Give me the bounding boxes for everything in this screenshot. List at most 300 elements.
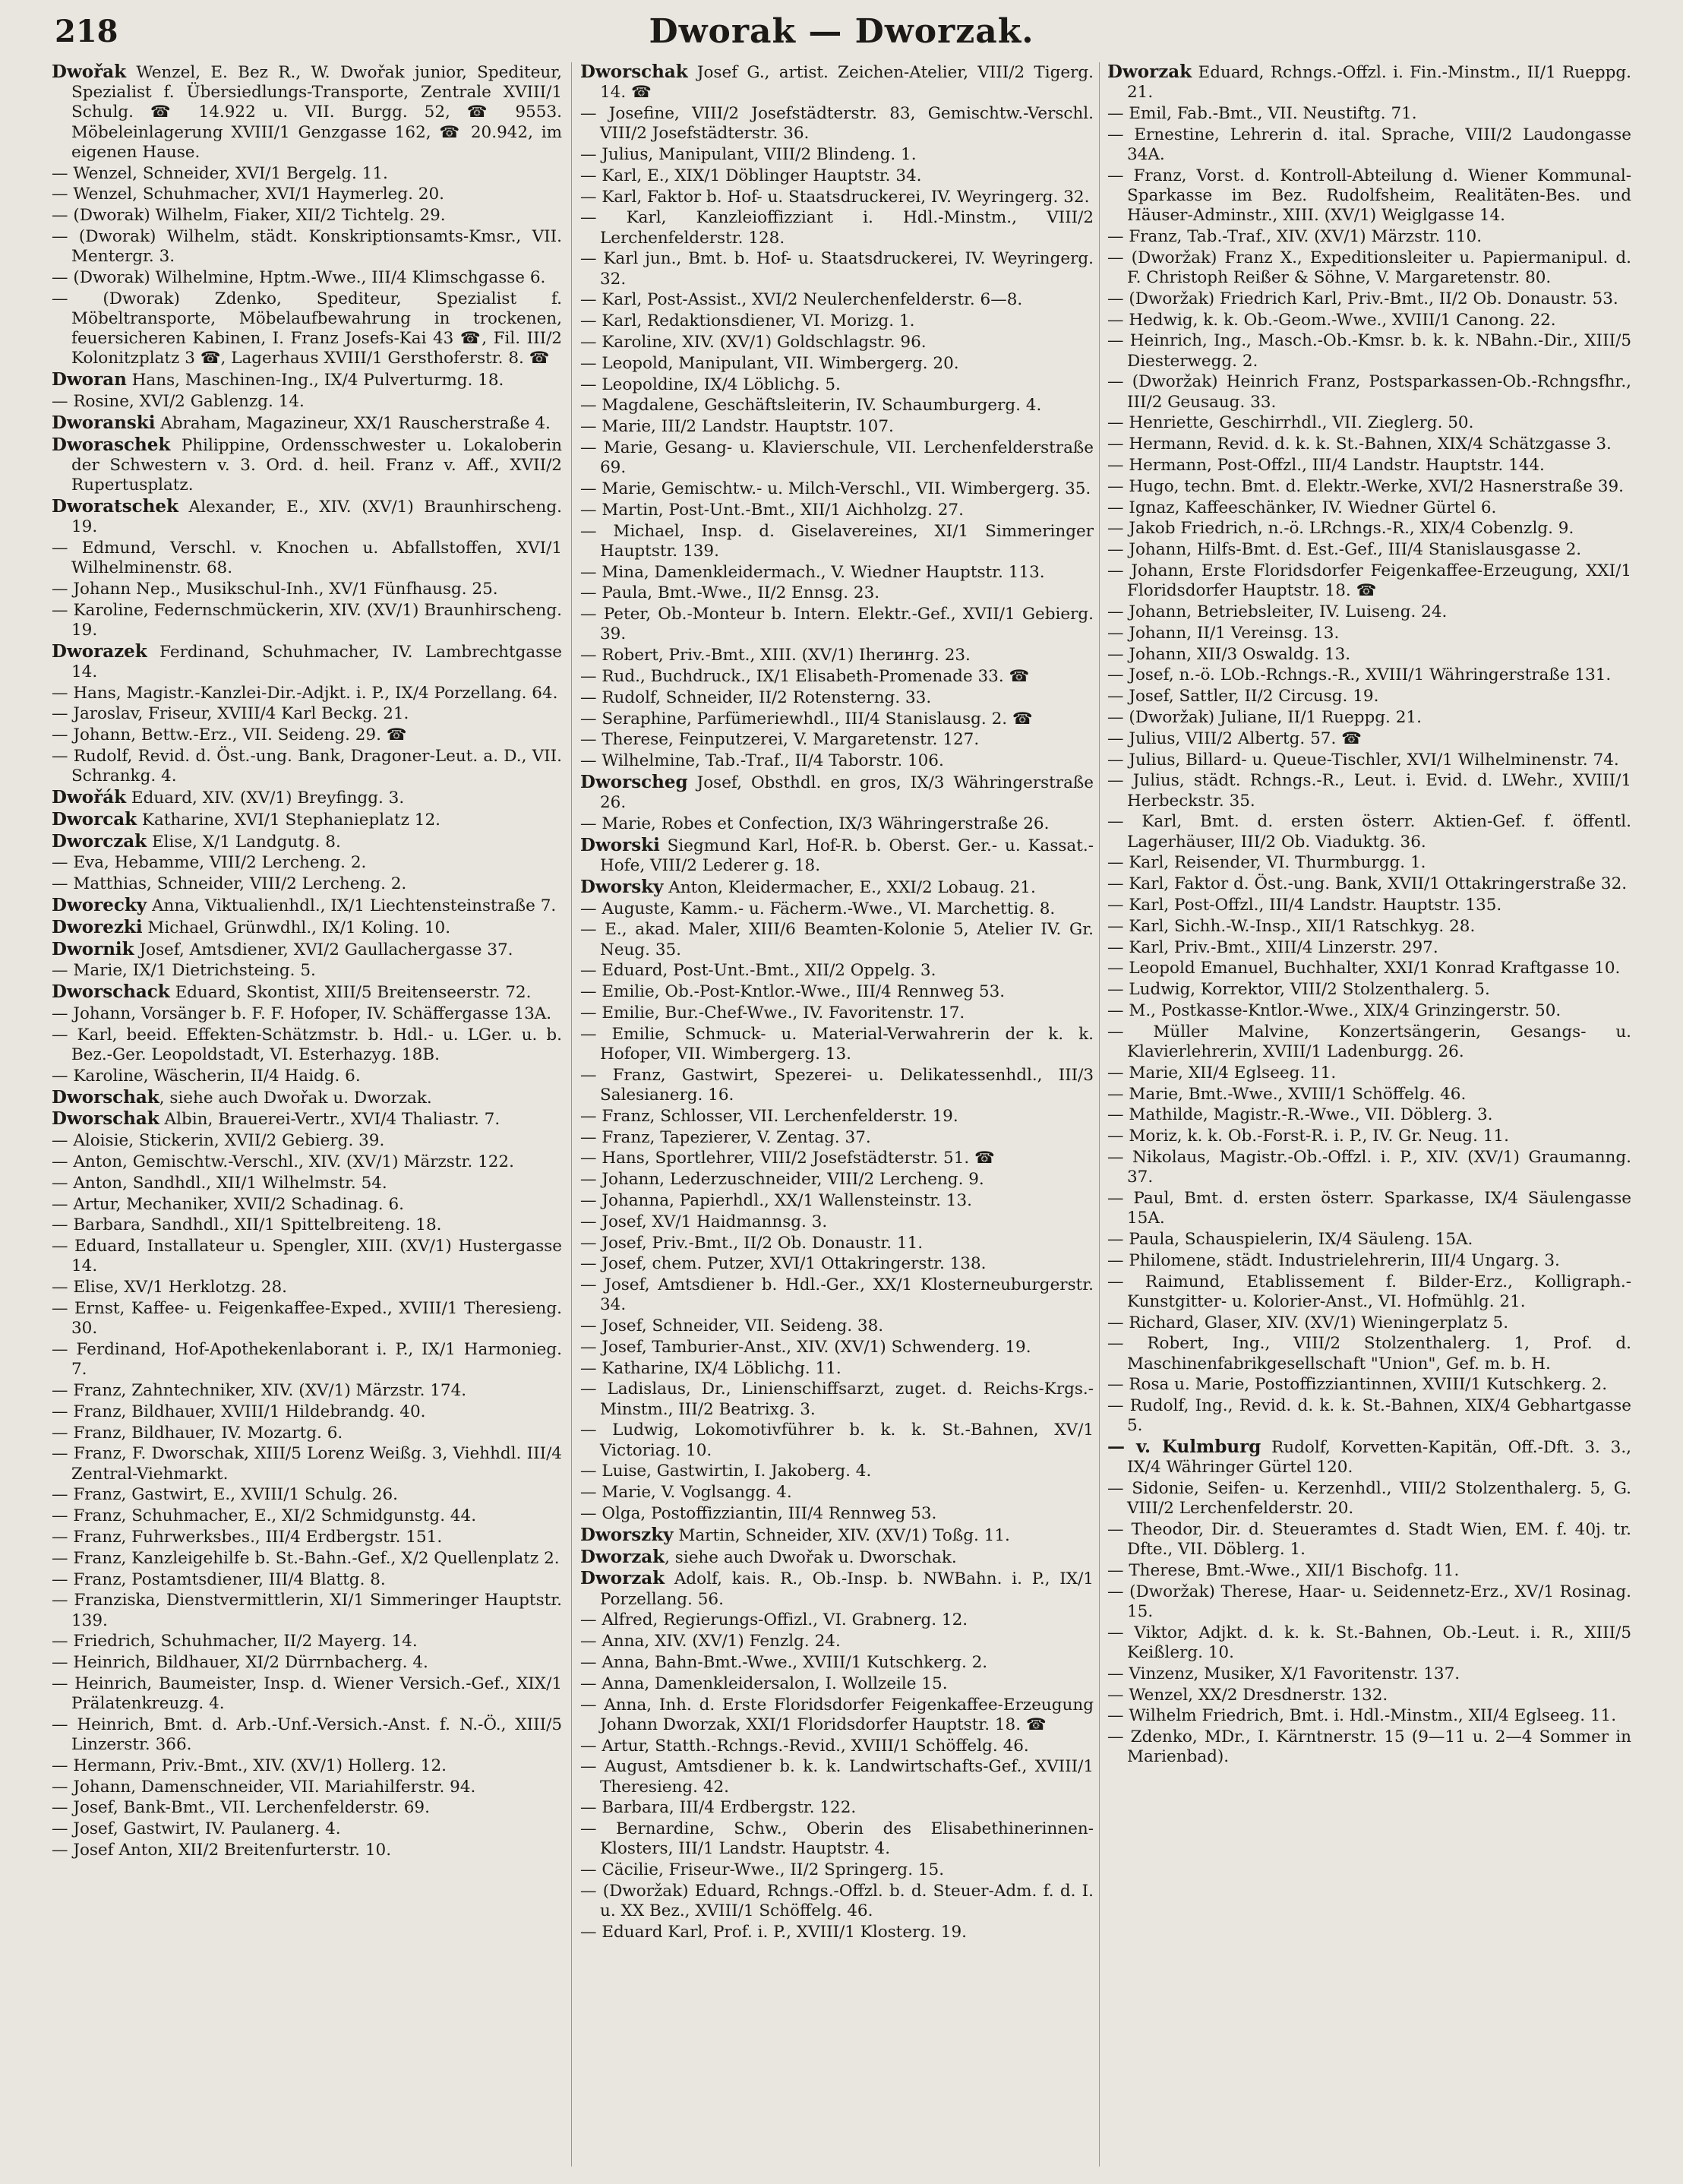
directory-entry <box>1107 1334 1631 1373</box>
directory-entry <box>1107 311 1631 330</box>
directory-entry <box>580 1610 1094 1630</box>
entry-text: — Heinrich, Bmt. d. Arb.-Unf.-Versich.-Anst. f. N.-Ö., XIII/5 Linzerstr. 366. <box>52 1715 562 1755</box>
entry-text: — Johann, Betriebsleiter, IV. Luiseng. 24. <box>1107 602 1448 621</box>
directory-entry <box>52 1715 562 1755</box>
entry-text: — Julius, Manipulant, VIII/2 Blindeng. 1. <box>580 145 917 164</box>
directory-entry <box>580 1757 1094 1797</box>
entry-text: — Marie, IX/1 Dietrichsteing. 5. <box>52 961 316 981</box>
entry-text: — Anton, Sandhdl., XII/1 Wilhelmstr. 54. <box>52 1173 387 1193</box>
entry-text: — Karl, Kanzleioffizziant i. Hdl.-Minstm., VIII/2 Lerchenfelderstr. 128. <box>580 208 1094 248</box>
directory-entry <box>52 725 562 745</box>
entry-text: — Mina, Damenkleidermach., V. Wiedner Hauptstr. 113. <box>580 562 1045 582</box>
directory-entry <box>580 1275 1094 1315</box>
directory-entry <box>52 62 562 163</box>
directory-entry <box>580 1380 1094 1419</box>
entry-text: — Marie, Bmt.-Wwe., XVIII/1 Schöffelg. 46. <box>1107 1084 1467 1104</box>
entry-text: — Ladislaus, Dr., Linienschiffsarzt, zuget. d. Reichs-Krgs.-Minstm., III/2 Beatrixg. 3. <box>580 1380 1094 1419</box>
entry-text: — Ludwig, Lokomotivführer b. k. k. St.-Bahnen, XV/1 Victoriag. 10. <box>580 1421 1094 1460</box>
directory-entry <box>1107 1520 1631 1560</box>
entry-surname: Dworschak <box>52 1108 159 1130</box>
entry-text: — Wilhelmine, Tab.-Traf., II/4 Taborstr. 106. <box>580 751 944 771</box>
directory-entry <box>1107 645 1631 665</box>
directory-entry <box>580 311 1094 331</box>
directory-entry <box>580 396 1094 416</box>
entry-text: — Nikolaus, Magistr.-Ob.-Offzl. i. P., XIV. (XV/1) Graumanng. 37. <box>1107 1147 1631 1187</box>
entry-surname: Dwořák <box>52 786 127 808</box>
entry-text: — Mathilde, Magistr.-R.-Wwe., VII. Döblerg. 3. <box>1107 1105 1493 1125</box>
directory-entry <box>52 1424 562 1443</box>
entry-text: — Franz, Gastwirt, Spezerei- u. Delikatessenhdl., III/3 Salesianerg. 16. <box>580 1065 1094 1105</box>
entry-text: Wenzel, E. Bez R., W. Dwořak junior, Spediteur, Spezialist f. Übersiedlungs-Transporte, Zentrale XVIII/1 Schulg. ☎ 14.922 u. VII. Burgg. 52, ☎ 9553. Möbeleinlagerung XVIII/1 Genzgasse 162, ☎ 20.942, im eigenen Hause. <box>71 63 562 162</box>
entry-text: , siehe auch Dwořak u. Dworzak. <box>159 1088 432 1108</box>
directory-entry <box>52 1174 562 1193</box>
directory-entry <box>1107 1479 1631 1519</box>
entry-text: — Marie, Gesang- u. Klavierschule, VII. Lerchenfelderstraße 69. <box>580 438 1094 478</box>
entry-text: — Franz, Kanzleigehilfe b. St.-Bahn.-Gef., X/2 Quellenplatz 2. <box>52 1548 560 1568</box>
entry-text: — Ernestine, Lehrerin d. ital. Sprache, VIII/2 Laudongasse 34A. <box>1107 125 1631 164</box>
entry-text: — Johanna, Papierhdl., XX/1 Wallensteinstr. 13. <box>580 1190 972 1210</box>
entry-text: — Wilhelm Friedrich, Bmt. i. Hdl.-Minstm., XII/4 Eglseeg. 11. <box>1107 1706 1617 1726</box>
directory-entry <box>52 227 562 267</box>
directory-entry <box>52 539 562 578</box>
directory-entry <box>52 370 562 390</box>
directory-entry <box>1107 1064 1631 1083</box>
directory-entry <box>52 1340 562 1380</box>
directory-entry <box>52 1152 562 1172</box>
directory-entry <box>52 704 562 724</box>
running-head: Dworak — Dworzak. <box>649 12 1034 51</box>
directory-entry <box>52 1756 562 1776</box>
directory-entry <box>580 290 1094 310</box>
entry-text: — Karl, Post-Offzl., III/4 Landstr. Hauptstr. 135. <box>1107 895 1502 915</box>
directory-entry <box>580 354 1094 374</box>
directory-entry <box>1107 665 1631 685</box>
directory-entry <box>52 874 562 894</box>
directory-entry <box>1107 1561 1631 1581</box>
entry-text: — (Dworžak) Friedrich Karl, Priv.-Bmt., II/2 Ob. Donaustr. 53. <box>1107 289 1618 308</box>
entry-text: Martin, Schneider, XIV. (XV/1) Toßg. 11. <box>673 1525 1010 1545</box>
entry-text: — Josef, n.-ö. LOb.-Rchngs.-R., XVIII/1 Währingerstraße 131. <box>1107 665 1612 685</box>
directory-entry <box>52 392 562 412</box>
entry-text: — Franz, Vorst. d. Kontroll-Abteilung d. Wiener Kommunal-Sparkasse im Bez. Rudolfsheim, Realitäten-Bes. und Häuser-Adminstr., XIII. (XV/1) Weiglgasse 14. <box>1107 166 1631 226</box>
directory-entry <box>580 1547 1094 1568</box>
directory-entry <box>1107 289 1631 309</box>
entry-text: — Rudolf, Ing., Revid. d. k. k. St.-Bahnen, XIX/4 Gebhartgasse 5. <box>1107 1396 1631 1436</box>
entry-text: — Karl jun., Bmt. b. Hof- u. Staatsdruckerei, IV. Weyringerg. 32. <box>580 249 1094 289</box>
entry-text: — Hans, Sportlehrer, VIII/2 Josefstädterstr. 51. ☎ <box>580 1149 995 1168</box>
column-3 <box>1107 62 1631 2170</box>
directory-entry <box>580 1569 1094 1609</box>
entry-text: — Ferdinand, Hof-Apothekenlaborant i. P., IX/1 Harmonieg. 7. <box>52 1339 562 1380</box>
entry-surname: Dworecky <box>52 894 147 915</box>
entry-surname: Dworanski <box>52 412 156 433</box>
directory-entry <box>1107 1664 1631 1684</box>
entry-text: — Emilie, Bur.-Chef-Wwe., IV. Favoritenstr. 17. <box>580 1003 965 1022</box>
directory-entry <box>52 580 562 599</box>
entry-text: — Ignaz, Kaffeeschänker, IV. Wiedner Gürtel 6. <box>1107 498 1497 517</box>
directory-entry <box>580 249 1094 289</box>
entry-text: — Karoline, Wäscherin, II/4 Haidg. 6. <box>52 1066 361 1086</box>
entry-text: — Franz, Zahntechniker, XIV. (XV/1) Märzstr. 174. <box>52 1380 467 1400</box>
directory-entry <box>580 1798 1094 1818</box>
entry-text: — Auguste, Kamm.- u. Fächerm.-Wwe., VI. Marchettig. 8. <box>580 899 1056 918</box>
entry-text: — Emilie, Schmuck- u. Material-Verwahrerin der k. k. Hofoper, VII. Wimbergerg. 13. <box>580 1024 1094 1064</box>
directory-entry <box>1107 104 1631 124</box>
directory-entry <box>52 788 562 808</box>
directory-entry <box>52 747 562 786</box>
entry-text: — Johann, XII/3 Oswaldg. 13. <box>1107 644 1351 664</box>
directory-entry <box>52 1237 562 1276</box>
directory-entry <box>1107 372 1631 412</box>
directory-entry <box>52 164 562 184</box>
directory-entry <box>52 918 562 938</box>
directory-entry <box>52 413 562 434</box>
directory-entry <box>1107 498 1631 518</box>
directory-entry <box>1107 751 1631 770</box>
directory-entry <box>1107 959 1631 978</box>
directory-entry <box>580 667 1094 687</box>
directory-entry <box>1107 980 1631 1000</box>
entry-surname: Dworschak <box>52 1086 159 1108</box>
entry-text: — Hedwig, k. k. Ob.-Geom.-Wwe., XVIII/1 Canong. 22. <box>1107 310 1556 330</box>
entry-text: — Anna, Bahn-Bmt.-Wwe., XVIII/1 Kutschkerg. 2. <box>580 1653 988 1673</box>
entry-text: — Emilie, Ob.-Post-Kntlor.-Wwe., III/4 Rennweg 53. <box>580 982 1006 1002</box>
directory-entry <box>52 853 562 873</box>
directory-entry <box>1107 227 1631 247</box>
entry-text: — Heinrich, Ing., Masch.-Ob.-Kmsr. b. k. k. NBahn.-Dir., XIII/5 Diesterwegg. 2. <box>1107 331 1631 371</box>
entry-text: — Therese, Feinputzerei, V. Margaretenstr. 127. <box>580 730 980 750</box>
entry-text: — Franz, Tapezierer, V. Zentag. 37. <box>580 1127 871 1147</box>
entry-text: — Artur, Statth.-Rchngs.-Revid., XVIII/1 Schöffelg. 46. <box>580 1736 1029 1756</box>
directory-entry <box>1107 1105 1631 1125</box>
entry-text: — Franz, Tab.-Traf., XIV. (XV/1) Märzstr. 110. <box>1107 227 1482 246</box>
entry-text: — Karl, beeid. Effekten-Schätzmstr. b. Hdl.- u. LGer. u. b. Bez.-Ger. Leopoldstadt, VI. Esterhazyg. 18B. <box>52 1025 562 1064</box>
directory-entry <box>580 501 1094 520</box>
directory-entry <box>52 1778 562 1797</box>
directory-entry <box>52 206 562 226</box>
entry-text: Alexander, E., XIV. (XV/1) Braunhirscheng. 19. <box>71 497 562 536</box>
entry-text: — Michael, Insp. d. Giselavereines, XI/1 Simmeringer Hauptstr. 139. <box>580 521 1094 561</box>
directory-entry <box>52 1195 562 1215</box>
entry-text: — Johann, Lederzuschneider, VIII/2 Lercheng. 9. <box>580 1170 984 1190</box>
directory-entry <box>580 188 1094 207</box>
entry-text: — Paula, Schauspielerin, IX/4 Säuleng. 15A. <box>1107 1229 1473 1249</box>
entry-text: — Müller Malvine, Konzertsängerin, Gesangs- u. Klavierlehrerin, XVIII/1 Ladenburgg. 26. <box>1107 1022 1631 1061</box>
directory-entry <box>52 642 562 682</box>
entry-text: — Artur, Mechaniker, XVII/2 Schadinag. 6. <box>52 1194 404 1214</box>
directory-entry <box>52 1402 562 1422</box>
entry-text: — Karl, Priv.-Bmt., XIII/4 Linzerstr. 297. <box>1107 937 1438 957</box>
directory-entry <box>580 710 1094 729</box>
directory-entry <box>52 1067 562 1086</box>
directory-entry <box>580 1338 1094 1357</box>
entry-text: — Josef, Schneider, VII. Seideng. 38. <box>580 1316 884 1336</box>
directory-entry <box>580 1316 1094 1336</box>
entry-text: — Robert, Ing., VIII/2 Stolzenthalerg. 1, Prof. d. Maschinenfabrikgesellschaft "Union", Gef. m. b. H. <box>1107 1334 1631 1373</box>
directory-entry <box>52 1674 562 1714</box>
directory-entry <box>1107 248 1631 288</box>
entry-text: — Magdalene, Geschäftsleiterin, IV. Schaumburgerg. 4. <box>580 396 1042 416</box>
entry-text: — Karl, Sichh.-W.-Insp., XII/1 Ratschkyg. 28. <box>1107 916 1476 936</box>
directory-entry <box>580 920 1094 959</box>
entry-text: — Cäcilie, Friseur-Wwe., II/2 Springerg. 15. <box>580 1860 945 1880</box>
directory-entry <box>1107 812 1631 852</box>
entry-text: — Anna, XIV. (XV/1) Fenzlg. 24. <box>580 1632 841 1651</box>
entry-text: — Eduard Karl, Prof. i. P., XVIII/1 Klosterg. 19. <box>580 1923 967 1942</box>
entry-text: — (Dworžak) Juliane, II/1 Rueppg. 21. <box>1107 707 1422 727</box>
directory-entry <box>1107 62 1631 103</box>
entry-text: — Josef Anton, XII/2 Breitenfurterstr. 10. <box>52 1841 392 1860</box>
entry-text: — (Dworak) Wilhelm, städt. Konskriptionsamts-Kmsr., VII. Mentergr. 3. <box>52 227 562 267</box>
entry-text: — (Dworak) Wilhelmine, Hptm.-Wwe., III/4 Klimschgasse 6. <box>52 268 546 287</box>
page-header <box>0 6 1683 59</box>
entry-text: Eduard, Skontist, XIII/5 Breitenseerstr. 72. <box>169 983 532 1003</box>
entry-surname: Dworsky <box>580 876 664 897</box>
entry-text: — Anton, Gemischtw.-Verschl., XIV. (XV/1) Märzstr. 122. <box>52 1152 514 1171</box>
directory-entry <box>580 773 1094 813</box>
entry-text: Hans, Maschinen-Ing., IX/4 Pulverturmg. 18. <box>126 371 504 390</box>
entry-text: — (Dworak) Zdenko, Spediteur, Spezialist f. Möbeltransporte, Möbelaufbewahrung in trockenen, feuersicheren Kabinen, I. Franz Josefs-Kai 43 ☎, Fil. III/2 Kolonitzplatz 3 ☎, Lagerhaus XVIII/1 Gersthoferstr. 8. ☎ <box>52 289 562 368</box>
entry-text: Albin, Brauerei-Vertr., XVI/4 Thaliastr. 7. <box>159 1110 500 1130</box>
directory-entry <box>1107 1085 1631 1105</box>
entry-text: — Zdenko, MDr., I. Kärntnerstr. 15 (9—11 u. 2—4 Sommer in Marienbad). <box>1107 1727 1631 1767</box>
directory-entry <box>580 1860 1094 1880</box>
entry-text: — Johann, Bettw.-Erz., VII. Seideng. 29. ☎ <box>52 725 407 745</box>
directory-entry <box>580 899 1094 919</box>
entry-text: — Paula, Bmt.-Wwe., II/2 Ennsg. 23. <box>580 583 880 603</box>
entry-text: — Josefine, VIII/2 Josefstädterstr. 83, Gemischtw.-Verschl. VIII/2 Josefstädterstr. 36. <box>580 104 1094 144</box>
entry-text: — Sidonie, Seifen- u. Kerzenhdl., VIII/2 Stolzenthalerg. 5, G. VIII/2 Lerchenfelderstr. 20. <box>1107 1479 1631 1519</box>
directory-entry <box>580 814 1094 834</box>
directory-entry <box>1107 1396 1631 1436</box>
entry-text: — Vinzenz, Musiker, X/1 Favoritenstr. 137. <box>1107 1664 1460 1683</box>
directory-entry <box>1107 540 1631 560</box>
entry-text: — Katharine, IX/4 Löblichg. 11. <box>580 1358 842 1378</box>
directory-entry <box>52 940 562 960</box>
entry-text: — Henriette, Geschirrhdl., VII. Zieglerg. 50. <box>1107 413 1474 433</box>
directory-entry <box>580 375 1094 395</box>
directory-entry <box>580 982 1094 1002</box>
directory-entry <box>1107 1375 1631 1395</box>
directory-entry <box>52 896 562 916</box>
directory-entry <box>580 751 1094 771</box>
directory-entry <box>1107 896 1631 915</box>
directory-entry <box>52 1026 562 1065</box>
entry-text: — Leopold, Manipulant, VII. Wimbergerg. 20. <box>580 353 959 373</box>
directory-entry <box>1107 1582 1631 1622</box>
directory-entry <box>1107 874 1631 894</box>
entry-surname: Dworaschek <box>52 434 171 455</box>
entry-text: — Eduard, Post-Unt.-Bmt., XII/2 Oppelg. 3. <box>580 961 936 981</box>
entry-text: Eduard, XIV. (XV/1) Breyfingg. 3. <box>126 788 405 808</box>
directory-entry <box>580 961 1094 981</box>
directory-entry <box>1107 456 1631 476</box>
directory-entry <box>52 1109 562 1130</box>
entry-surname: Dworschak <box>580 62 688 82</box>
entry-text: — Jakob Friedrich, n.-ö. LRchngs.-R., XIX/4 Cobenzlg. 9. <box>1107 519 1574 539</box>
directory-entry <box>1107 561 1631 601</box>
directory-entry <box>52 961 562 981</box>
directory-entry <box>52 1485 562 1505</box>
entry-surname: Dworscheg <box>580 771 688 792</box>
directory-entry <box>52 1299 562 1339</box>
entry-text: — Josef, Bank-Bmt., VII. Lerchenfelderstr. 69. <box>52 1798 430 1818</box>
directory-entry <box>1107 687 1631 706</box>
entry-text: — Karl, E., XIX/1 Döblinger Hauptstr. 34. <box>580 166 922 185</box>
directory-entry <box>1107 477 1631 497</box>
directory-entry <box>580 583 1094 603</box>
entry-text: Eduard, Rchngs.-Offzl. i. Fin.-Minstm., II/1 Rueppg. 21. <box>1127 63 1631 103</box>
entry-text: — Franz, F. Dworschak, XIII/5 Lorenz Weißg. 3, Viehhdl. III/4 Zentral-Viehmarkt. <box>52 1444 562 1484</box>
directory-entry <box>52 1549 562 1569</box>
directory-entry <box>580 438 1094 478</box>
directory-entry <box>52 1278 562 1297</box>
page-number: 218 <box>55 14 118 49</box>
entry-text: — Rosa u. Marie, Postoffizziantinnen, XVIII/1 Kutschkerg. 2. <box>1107 1375 1608 1395</box>
directory-entry <box>52 435 562 496</box>
entry-text: — Johann, Damenschneider, VII. Mariahilferstr. 94. <box>52 1777 476 1797</box>
entry-text: — Johann, Vorsänger b. F. F. Hofoper, IV. Schäffergasse 13A. <box>52 1004 552 1023</box>
entry-text: — Theodor, Dir. d. Steueramtes d. Stadt Wien, EM. f. 40j. tr. Dfte., VII. Döblerg. 1. <box>1107 1520 1631 1560</box>
entry-text: — Karl, Reisender, VI. Thurmburgg. 1. <box>1107 853 1426 873</box>
entry-text: — Rudolf, Schneider, II/2 Rotensterng. 33. <box>580 687 932 707</box>
entry-surname: Dwořak <box>52 62 127 82</box>
directory-entry <box>1107 1127 1631 1146</box>
entry-surname: Dworatschek <box>52 495 178 517</box>
entry-text: — Elise, XV/1 Herklotzg. 28. <box>52 1278 287 1297</box>
entry-text: — Johann Nep., Musikschul-Inh., XV/1 Fünfhausg. 25. <box>52 579 498 599</box>
column-1 <box>52 62 562 2170</box>
directory-entry <box>52 1131 562 1151</box>
entry-text: — Hermann, Post-Offzl., III/4 Landstr. Hauptstr. 144. <box>1107 455 1545 475</box>
directory-entry <box>1107 602 1631 622</box>
entry-text: Philippine, Ordensschwester u. Lokaloberin der Schwestern v. 3. Ord. d. heil. Franz v. Aff., XVII/2 Rupertusplatz. <box>71 435 562 495</box>
directory-entry <box>580 1674 1094 1694</box>
directory-entry <box>52 1381 562 1401</box>
directory-entry <box>580 877 1094 898</box>
entry-text: — Leopold Emanuel, Buchhalter, XXI/1 Konrad Kraftgasse 10. <box>1107 959 1621 978</box>
entry-text: — Josef, Gastwirt, IV. Paulanerg. 4. <box>52 1819 341 1839</box>
directory-entry <box>580 1212 1094 1232</box>
entry-text: — Wenzel, Schneider, XVI/1 Bergelg. 11. <box>52 163 388 183</box>
directory-entry <box>580 1170 1094 1190</box>
entry-text: — (Dworžak) Heinrich Franz, Postsparkassen-Ob.-Rchngsfhr., III/2 Geusaug. 33. <box>1107 372 1631 412</box>
directory-entry <box>52 1819 562 1839</box>
entry-text: — Karl, Redaktionsdiener, VI. Morizg. 1. <box>580 311 915 331</box>
directory-entry <box>1107 771 1631 811</box>
directory-entry <box>580 1128 1094 1148</box>
entry-text: — Aloisie, Stickerin, XVII/2 Gebierg. 39. <box>52 1131 385 1151</box>
directory-entry <box>580 417 1094 437</box>
entry-text: — Ernst, Kaffee- u. Feigenkaffee-Exped., XVIII/1 Theresieng. 30. <box>52 1298 562 1339</box>
directory-entry <box>52 1088 562 1108</box>
directory-entry <box>580 1421 1094 1460</box>
directory-entry <box>1107 1623 1631 1663</box>
entry-surname: Dworszky <box>580 1524 674 1545</box>
entry-text: — Marie, Robes et Confection, IX/3 Währingerstraße 26. <box>580 814 1050 833</box>
entry-text: — Viktor, Adjkt. d. k. k. St.-Bahnen, Ob.-Leut. i. R., XIII/5 Keißlerg. 10. <box>1107 1623 1631 1663</box>
entry-text: Josef, Amtsdiener, XVI/2 Gaullachergasse 37. <box>134 940 513 959</box>
entry-text: — Barbara, Sandhdl., XII/1 Spittelbreiteng. 18. <box>52 1215 442 1235</box>
directory-entry <box>52 810 562 830</box>
directory-entry <box>580 1254 1094 1274</box>
entry-text: — Franz, Schlosser, VII. Lerchenfelderstr. 19. <box>580 1106 958 1126</box>
entry-surname: Dwornik <box>52 938 134 959</box>
entry-text: — E., akad. Maler, XIII/6 Beamten-Kolonie 5, Atelier IV. Gr. Neug. 35. <box>580 920 1094 959</box>
entry-text: Adolf, kais. R., Ob.-Insp. b. NWBahn. i. P., IX/1 Porzellang. 56. <box>600 1569 1094 1609</box>
entry-surname: Dworczak <box>52 830 147 852</box>
column-2 <box>580 62 1094 2170</box>
directory-entry <box>580 1462 1094 1481</box>
directory-entry <box>580 646 1094 665</box>
entry-text: — Julius, städt. Rchngs.-R., Leut. i. Evid. d. LWehr., XVIII/1 Herbeckstr. 35. <box>1107 771 1631 811</box>
entry-text: — Marie, III/2 Landstr. Hauptstr. 107. <box>580 417 894 437</box>
directory-entry <box>580 1191 1094 1211</box>
directory-entry <box>580 1004 1094 1023</box>
entry-text: — Rudolf, Revid. d. Öst.-ung. Bank, Dragoner-Leut. a. D., VII. Schrankg. 4. <box>52 746 562 786</box>
directory-entry <box>52 289 562 369</box>
directory-entry <box>52 982 562 1003</box>
entry-text: , siehe auch Dwořak u. Dworschak. <box>665 1547 957 1567</box>
entry-text: Siegmund Karl, Hof-R. b. Oberst. Ger.- u. Kassat.-Hofe, VIII/2 Lederer g. 18. <box>600 836 1094 875</box>
entry-text: Elise, X/1 Landgutg. 8. <box>147 832 341 852</box>
directory-entry <box>1107 519 1631 539</box>
entry-text: Ferdinand, Schuhmacher, IV. Lambrechtgasse 14. <box>71 642 562 681</box>
directory-entry <box>1107 853 1631 873</box>
entry-text: — Franz, Bildhauer, XVIII/1 Hildebrandg. 40. <box>52 1402 426 1421</box>
entry-text: — Josef, Amtsdiener b. Hdl.-Ger., XX/1 Klosterneuburgerstr. 34. <box>580 1275 1094 1315</box>
directory-entry <box>580 1696 1094 1735</box>
directory-entry <box>1107 917 1631 937</box>
entry-text: — Alfred, Regierungs-Offizl., VI. Grabnerg. 12. <box>580 1610 968 1630</box>
entry-text: — Raimund, Etablissement f. Bilder-Erz., Kolligraph.-Kunstgitter- u. Kolorier-Anst., VI. Hofmühlg. 21. <box>1107 1272 1631 1311</box>
entry-text: Abraham, Magazineur, XX/1 Rauscherstraße 4. <box>155 413 551 433</box>
entry-surname: Dworschack <box>52 981 170 1003</box>
column-rule <box>1099 62 1100 2167</box>
directory-entry <box>52 497 562 537</box>
entry-surname: Dworcak <box>52 808 137 830</box>
directory-entry <box>52 1004 562 1024</box>
entry-text: — Therese, Bmt.-Wwe., XII/1 Bischofg. 11. <box>1107 1561 1460 1581</box>
entry-text: — Robert, Priv.-Bmt., XIII. (XV/1) Iherингg. 23. <box>580 646 971 665</box>
entry-text: Rudolf, Korvetten-Kapitän, Off.-Dft. 3. 3., IX/4 Währinger Gürtel 120. <box>1127 1438 1631 1478</box>
directory-entry <box>580 1632 1094 1651</box>
entry-text: — Karl, Faktor b. Hof- u. Staatsdruckerei, IV. Weyringerg. 32. <box>580 187 1090 207</box>
directory-entry <box>52 1215 562 1235</box>
entry-text: — Peter, Ob.-Monteur b. Intern. Elektr.-Gef., XVII/1 Gebierg. 39. <box>580 605 1094 644</box>
entry-surname: Dworzak <box>580 1568 665 1589</box>
directory-entry <box>1107 1189 1631 1228</box>
entry-text: — Josef, XV/1 Haidmannsg. 3. <box>580 1212 828 1231</box>
entry-text: — Wenzel, XX/2 Dresdnerstr. 132. <box>1107 1685 1388 1705</box>
entry-surname: Dworski <box>580 834 660 855</box>
entry-text: — Karl, Post-Assist., XVI/2 Neulerchenfelderstr. 6—8. <box>580 290 1023 310</box>
directory-entry <box>52 1591 562 1630</box>
directory-entry <box>580 522 1094 561</box>
entry-text: Anton, Kleidermacher, E., XXI/2 Lobaug. 21. <box>663 877 1036 897</box>
entry-text: — Josef, Sattler, II/2 Circusg. 19. <box>1107 687 1379 706</box>
entry-surname: Dworzak <box>1107 62 1192 82</box>
entry-text: — Franz, Bildhauer, IV. Mozartg. 6. <box>52 1423 343 1443</box>
entry-text: Josef, Obsthdl. en gros, IX/3 Währingerstraße 26. <box>600 773 1094 813</box>
entry-text: — Johann, Erste Floridsdorfer Feigenkaffee-Erzeugung, XXI/1 Floridsdorfer Hauptstr. 18. ☎ <box>1107 561 1631 601</box>
directory-entry <box>580 1066 1094 1105</box>
directory-entry <box>1107 1230 1631 1250</box>
entry-text: — Heinrich, Baumeister, Insp. d. Wiener Versich.-Gef., XIX/1 Prälatenkreuzg. 4. <box>52 1674 562 1714</box>
entry-text: — Friedrich, Schuhmacher, II/2 Mayerg. 14. <box>52 1632 418 1651</box>
entry-surname: Dworazek <box>52 640 147 662</box>
directory-entry <box>580 605 1094 644</box>
